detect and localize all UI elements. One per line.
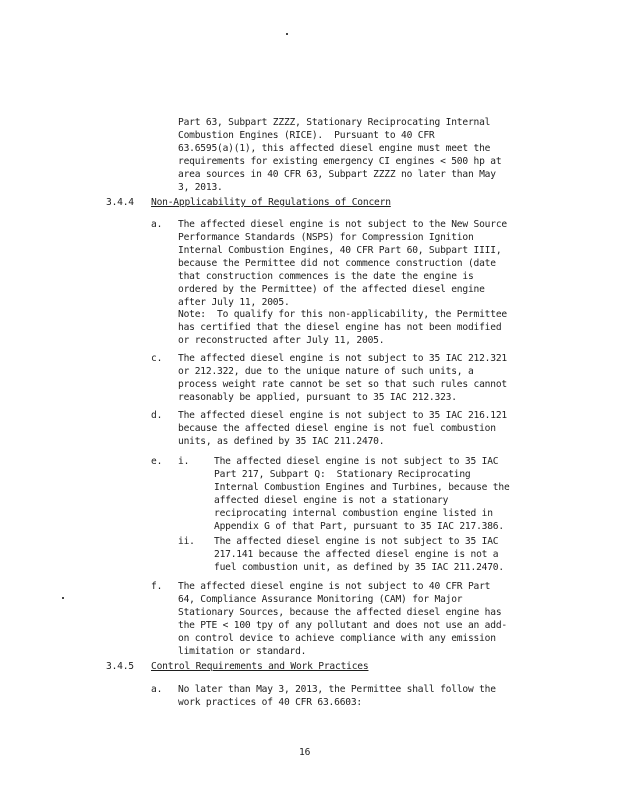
text-line: 3, 2013.: [178, 182, 223, 193]
text-line: requirements for existing emergency CI engines < 500 hp at: [178, 156, 502, 167]
text-line: area sources in 40 CFR 63, Subpart ZZZZ no later than May: [178, 169, 496, 180]
text-line: Combustion Engines (RICE). Pursuant to 40 CFR: [178, 130, 435, 141]
text-line: because the Permittee did not commence construction (date: [178, 258, 496, 269]
text-line: 64, Compliance Assurance Monitoring (CAM) for Major: [178, 594, 463, 605]
scan-speck-top: [286, 33, 288, 35]
text-line: The affected diesel engine is not subject to 40 CFR Part: [178, 581, 491, 592]
text-line: Appendix G of that Part, pursuant to 35 IAC 217.386.: [214, 521, 504, 532]
text-line: units, as defined by 35 IAC 211.2470.: [178, 436, 385, 447]
text-line: Internal Combustion Engines and Turbines, because the: [214, 482, 510, 493]
text-line: reasonably be applied, pursuant to 35 IAC 212.323.: [178, 392, 457, 403]
page-number: 16: [299, 747, 311, 758]
text-line: The affected diesel engine is not subject to 35 IAC: [214, 536, 499, 547]
text-line: affected diesel engine is not a stationary: [214, 495, 449, 506]
text-line: process weight rate cannot be set so that such rules cannot: [178, 379, 507, 390]
text-line: No later than May 3, 2013, the Permittee shall follow the: [178, 684, 496, 695]
text-line: Stationary Sources, because the affected diesel engine has: [178, 607, 502, 618]
text-line: on control device to achieve compliance with any emission: [178, 633, 496, 644]
text-line: limitation or standard.: [178, 646, 307, 657]
item-label-f: f.: [151, 581, 163, 592]
section-number: 3.4.5: [106, 661, 134, 672]
text-line: Note: To qualify for this non-applicability, the Permittee: [178, 309, 507, 320]
text-line: the PTE < 100 tpy of any pollutant and does not use an add-: [178, 620, 507, 631]
section-number: 3.4.4: [106, 197, 134, 208]
text-line: or 212.322, due to the unique nature of such units, a: [178, 366, 474, 377]
text-line: 63.6595(a)(1), this affected diesel engine must meet the: [178, 143, 491, 154]
text-line: after July 11, 2005.: [178, 297, 290, 308]
section-heading: Control Requirements and Work Practices: [151, 661, 369, 672]
text-line: 217.141 because the affected diesel engine is not a: [214, 549, 499, 560]
item-label-e: e.: [151, 456, 163, 467]
subitem-label-e-i: i.: [178, 456, 190, 467]
text-line: Part 217, Subpart Q: Stationary Reciprocating: [214, 469, 471, 480]
text-line: Internal Combustion Engines, 40 CFR Part 60, Subpart IIII,: [178, 245, 502, 256]
text-line: Part 63, Subpart ZZZZ, Stationary Reciprocating Internal: [178, 117, 491, 128]
section-heading: Non-Applicability of Regulations of Concern: [151, 197, 391, 208]
subitem-label-e-ii: ii.: [178, 536, 195, 547]
item-label-a: a.: [151, 684, 163, 695]
text-line: because the affected diesel engine is not fuel combustion: [178, 423, 496, 434]
text-line: or reconstructed after July 11, 2005.: [178, 335, 385, 346]
text-line: fuel combustion unit, as defined by 35 IAC 211.2470.: [214, 562, 504, 573]
text-line: The affected diesel engine is not subject to 35 IAC 216.121: [178, 410, 507, 421]
text-line: has certified that the diesel engine has not been modified: [178, 322, 502, 333]
scan-speck-left: [62, 597, 64, 599]
item-label-c: c.: [151, 353, 163, 364]
item-label-a: a.: [151, 219, 163, 230]
text-line: The affected diesel engine is not subject to the New Source: [178, 219, 507, 230]
text-line: Performance Standards (NSPS) for Compression Ignition: [178, 232, 474, 243]
text-line: reciprocating internal combustion engine listed in: [214, 508, 493, 519]
text-line: that construction commences is the date the engine is: [178, 271, 474, 282]
text-line: The affected diesel engine is not subject to 35 IAC: [214, 456, 499, 467]
text-line: ordered by the Permittee) of the affected diesel engine: [178, 284, 485, 295]
text-line: work practices of 40 CFR 63.6603:: [178, 697, 363, 708]
item-label-d: d.: [151, 410, 163, 421]
text-line: The affected diesel engine is not subject to 35 IAC 212.321: [178, 353, 507, 364]
